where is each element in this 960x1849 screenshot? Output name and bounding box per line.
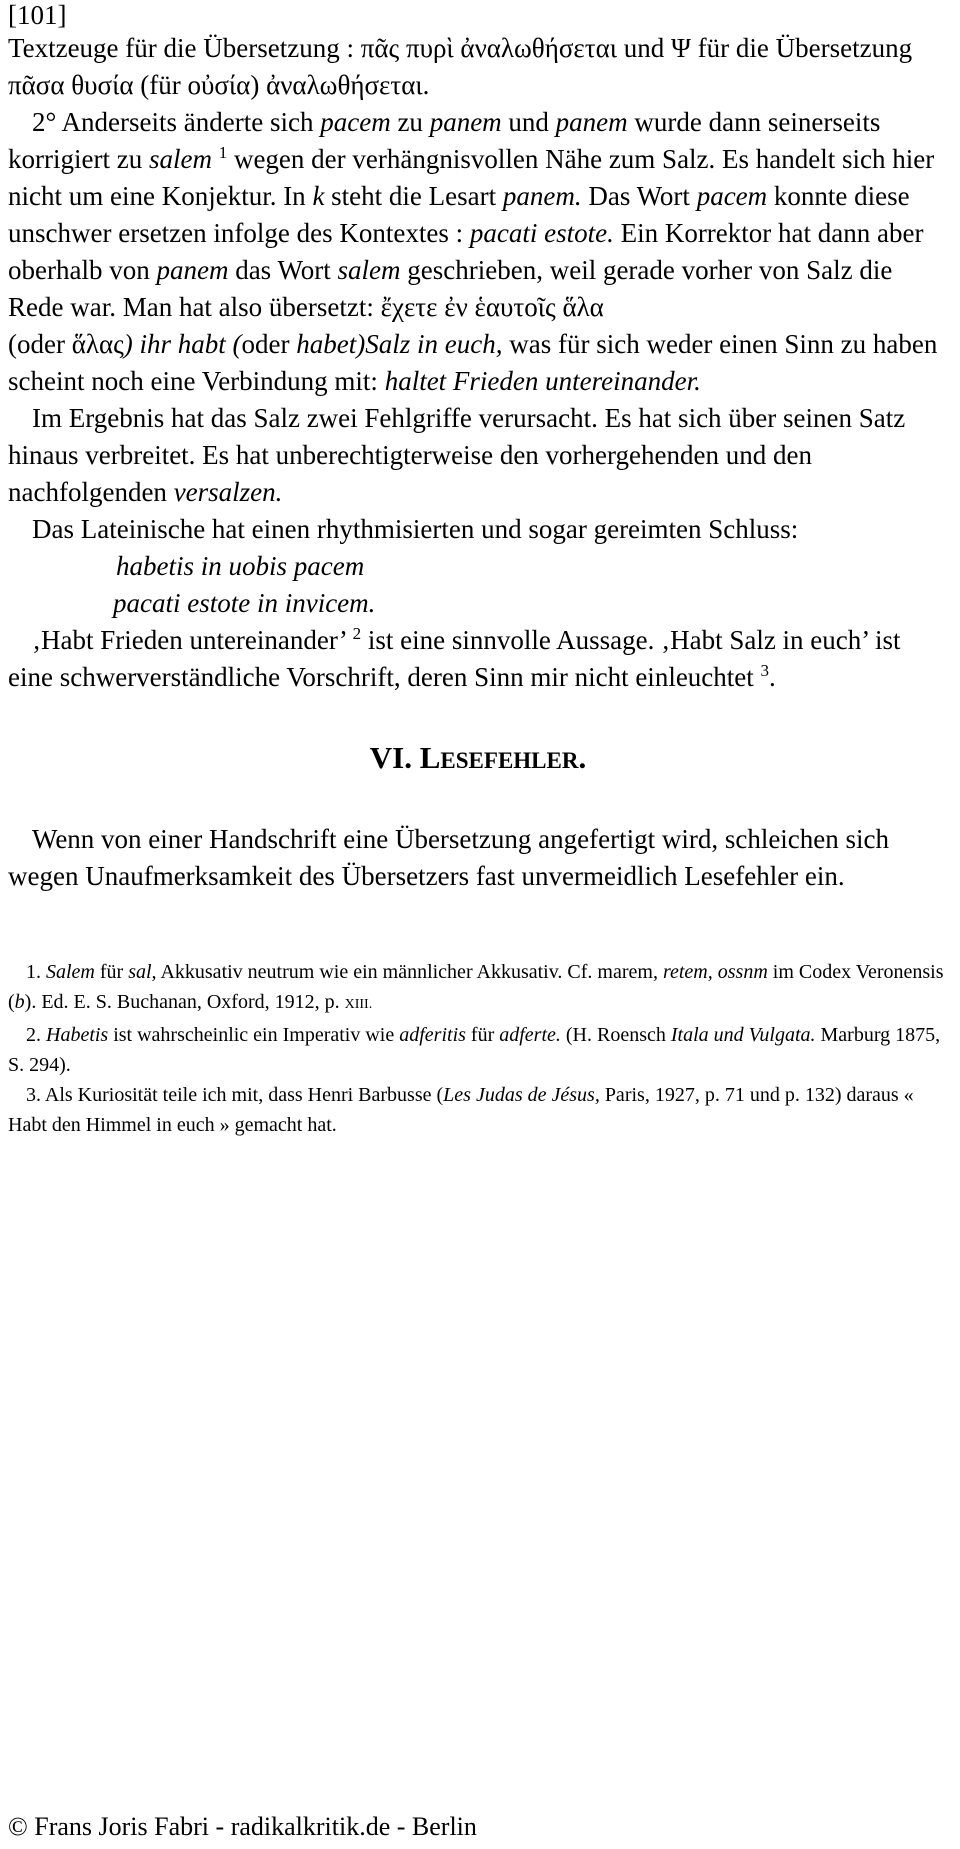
paragraph-conclusion <box>8 622 948 696</box>
text: (H. Roensch <box>560 1024 671 1046</box>
text: ) ihr habt ( <box>123 329 242 359</box>
latin-word: panem <box>156 255 229 285</box>
latin-phrase: habet)Salz in euch, <box>296 329 503 359</box>
text: Textzeuge für die Übersetzung : <box>8 33 361 63</box>
text: im Codex Veronensis ( <box>8 961 944 1013</box>
text: Marburg 1875, S. 294). <box>8 1024 941 1076</box>
latin-phrase: pacati estote. <box>469 218 614 248</box>
text: für <box>94 961 129 983</box>
text: Itala und Vulgata. <box>670 1024 816 1046</box>
paragraph-result <box>8 400 948 511</box>
paragraph-witness <box>8 30 948 104</box>
page-number: [101] <box>8 0 67 30</box>
text: (oder <box>8 329 72 359</box>
text: adferte. <box>499 1024 561 1046</box>
latin-word: pacem <box>696 181 768 211</box>
footnote-3 <box>8 1080 948 1140</box>
footnote-1 <box>8 957 948 1020</box>
greek-text: ἔχετε ἐν ἑαυτοῖς ἅλα <box>380 292 604 322</box>
text: Les Judas de Jésus, <box>443 1084 600 1106</box>
footnote-ref[interactable]: 2 <box>352 624 362 643</box>
text: wegen der verhängnisvollen Nähe zum Salz. Es handelt sich hier nicht um eine Konjektur. In <box>8 144 935 211</box>
text: ) <box>250 70 267 100</box>
footnote-number: 2. <box>26 1024 41 1046</box>
text: sal, <box>128 961 157 983</box>
siglum: k <box>312 181 325 211</box>
text: ist wahrscheinlic ein Imperativ wie <box>108 1024 400 1046</box>
text: XIII. <box>344 997 373 1012</box>
text: b <box>14 991 25 1013</box>
verse-line: habetis in uobis pacem <box>116 551 365 581</box>
text: retem, ossnm <box>662 961 768 983</box>
greek-text: ἀναλωθήσεται. <box>266 70 430 100</box>
text: adferitis <box>399 1024 466 1046</box>
heading-text: . <box>578 740 587 775</box>
section-heading <box>8 738 948 781</box>
text: für <box>465 1024 500 1046</box>
text: Als Kuriosität teile ich mit, dass Henri Barbusse ( <box>41 1084 444 1106</box>
text: steht die Lesart <box>324 181 503 211</box>
text: 2° Anderseits änderte sich <box>32 107 321 137</box>
greek-text: οὐσία <box>187 70 251 100</box>
greek-text: πᾶς πυρὶ ἀναλωθήσεται <box>360 33 617 63</box>
text: das Wort <box>228 255 338 285</box>
heading-text: VI. L <box>369 740 441 775</box>
text: Akkusativ neutrum wie ein männlicher Akkusativ. Cf. marem, <box>156 961 663 983</box>
footnotes <box>8 957 948 1140</box>
latin-word: salem <box>337 255 401 285</box>
paragraph-lesefehler: Wenn von einer Handschrift eine Übersetzung angefertigt wird, schleichen sich wegen Unaufmerksamkeit des Übersetzers fast unvermeidlich Lesefehler ein. <box>8 824 890 891</box>
text: ‚Habt Frieden untereinander’ <box>32 625 353 655</box>
text: zu <box>390 107 430 137</box>
latin-word: panem <box>555 107 628 137</box>
text: Salem <box>46 961 95 983</box>
text: was für sich weder einen Sinn zu haben scheint noch eine Verbindung mit: <box>8 329 938 396</box>
text: Das Wort <box>581 181 697 211</box>
verse-line: pacati estote in invicem. <box>113 588 376 618</box>
heading-text: ESEFEHLER <box>440 748 579 773</box>
text: und <box>501 107 556 137</box>
paragraph-latin <box>8 511 948 548</box>
text: wurde dann seinerseits korrigiert zu <box>8 107 881 174</box>
text: ). Ed. E. S. Buchanan, Oxford, 1912, p. <box>24 991 345 1013</box>
footnote-ref[interactable]: 1 <box>218 143 228 162</box>
footnote-number: 3. <box>26 1084 41 1106</box>
text: . <box>769 662 776 692</box>
greek-text: πᾶσα θυσία <box>8 70 134 100</box>
text: Ein Korrektor hat dann aber oberhalb von <box>8 218 924 285</box>
footnote-ref[interactable]: 3 <box>760 661 770 680</box>
footnote-2 <box>8 1020 948 1080</box>
text: Habetis <box>46 1024 109 1046</box>
text: oder <box>241 329 297 359</box>
document-page <box>8 0 948 1140</box>
latin-word: panem <box>429 107 502 137</box>
page-footer: © Frans Joris Fabri - radikalkritik.de - Berlin <box>8 1812 477 1841</box>
text: Das Lateinische hat einen rhythmisierten und sogar gereimten Schluss: <box>32 514 799 544</box>
greek-text: ἅλας <box>71 329 124 359</box>
text: geschrieben, weil gerade vorher von Salz die Rede war. Man hat also übersetzt: <box>8 255 893 322</box>
paragraph-second <box>8 104 948 400</box>
latin-word: panem. <box>502 181 582 211</box>
text: versalzen. <box>173 477 283 507</box>
text: Im Ergebnis hat das Salz zwei Fehlgriffe verursacht. Es hat sich über seinen Satz hinaus verbreitet. Es hat unberechtigterweise den vorhergehenden und den nachfolgenden <box>8 403 906 507</box>
text: Paris, 1927, p. 71 und p. 132) daraus « Habt den Himmel in euch » gemacht hat. <box>8 1084 914 1136</box>
text: und Ψ für die Übersetzung <box>617 33 913 63</box>
german-phrase: haltet Frieden untereinander. <box>384 366 701 396</box>
latin-word: pacem <box>320 107 391 137</box>
text: (für <box>133 70 188 100</box>
text: konnte diese unschwer ersetzen infolge des Kontextes : <box>8 181 910 248</box>
latin-word: salem <box>148 144 212 174</box>
text: ist eine sinnvolle Aussage. ‚Habt Salz in euch’ ist eine schwerverständliche Vorschrift, deren Sinn mir nicht einleuchtet <box>8 625 901 692</box>
footnote-number: 1. <box>26 961 41 983</box>
